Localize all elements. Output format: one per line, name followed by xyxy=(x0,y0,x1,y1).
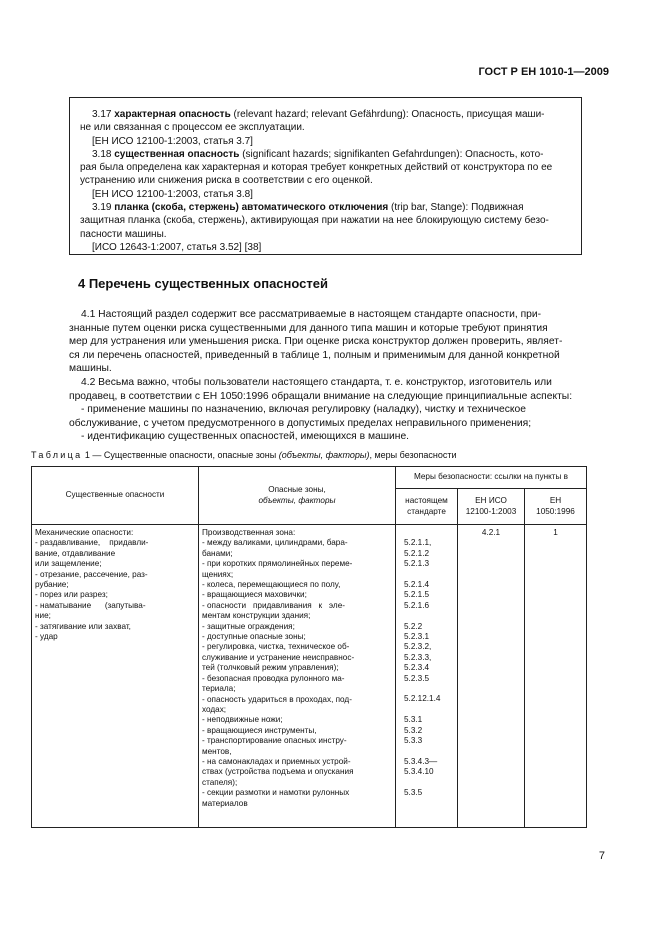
caption-label: Таблица xyxy=(31,450,83,460)
section-title: 4 Перечень существенных опасностей xyxy=(78,276,328,291)
cell-line: 5.2.1.2 xyxy=(404,548,430,558)
cell-line: 5.2.3.5 xyxy=(404,673,430,683)
refs-cell xyxy=(396,525,458,828)
definitions-box xyxy=(69,97,582,255)
en-cell: 1 xyxy=(525,525,587,828)
cell-line xyxy=(404,778,454,788)
zones-cell xyxy=(199,525,396,828)
cell-line: - защитные ограждения; xyxy=(202,621,295,631)
cell-line: - регулировка, чистка, техническое об- xyxy=(202,642,350,652)
def-term: планка (скоба, стержень) автоматического отключения xyxy=(114,202,389,214)
def-number: 3.19 xyxy=(92,202,112,214)
cell-line: - безопасная проводка рулонного ма- xyxy=(202,673,345,683)
section-body xyxy=(69,308,582,444)
cell-line: рубание; xyxy=(35,580,69,590)
cell-line: или защемление; xyxy=(35,559,102,569)
def-text: не или связанная с процессом ее эксплуатации. xyxy=(80,122,305,134)
cell-line: 5.3.3 xyxy=(404,736,423,746)
cell-line: - раздавливание, придавли- xyxy=(35,538,149,548)
cell-line: 5.2.12.1.4 xyxy=(404,694,441,704)
standard-number: ГОСТ Р ЕН 1010-1—2009 xyxy=(478,66,609,78)
cell-line: 5.3.2 xyxy=(404,725,423,735)
cell-line: ходах; xyxy=(202,704,227,714)
cell-line: - вращающиеся инструменты, xyxy=(202,725,317,735)
cell-line: - вращающиеся маховички; xyxy=(202,590,307,600)
paragraph-line: знанные путем оценки риска существенными для данного типа машин и которые требуют принятия xyxy=(69,322,548,334)
header-en-iso xyxy=(458,489,525,525)
paragraph-line: продавец, в соответствии с ЕН 1050:1996 обращали внимание на следующие принципиальные аспекты: xyxy=(69,390,573,402)
cell-line: - доступные опасные зоны; xyxy=(202,632,306,642)
cell-line: 5.3.4.3— xyxy=(404,756,438,766)
header-en xyxy=(525,489,587,525)
cell-line: служивание и устранение неисправнос- xyxy=(202,652,355,662)
def-text: (significant hazards; signifikanten Gefahrdungen): Опасность, кото- xyxy=(239,148,544,160)
header-line: ЕН ИСО xyxy=(475,496,507,506)
cell-line: - отрезание, рассечение, раз- xyxy=(35,569,148,579)
def-term: существенная опасность xyxy=(114,148,240,160)
cell-line: ментов, xyxy=(202,746,232,756)
cell-line: банами; xyxy=(202,548,233,558)
hazards-cell xyxy=(32,525,199,828)
def-text: рая была определена как характерная и которая требует конкретных действий от конструктора по ее xyxy=(80,162,553,174)
cell-line xyxy=(404,746,454,756)
cell-line: 5.3.1 xyxy=(404,715,423,725)
caption-text: 1 — Существенные опасности, опасные зоны xyxy=(82,450,279,460)
paragraph-line: 4.2 Весьма важно, чтобы пользователи настоящего стандарта, т. е. конструктор, изготовитель или xyxy=(81,376,552,388)
cell-line: - неподвижные ножи; xyxy=(202,715,283,725)
cell-line: - опасности придавливания к эле- xyxy=(202,600,345,610)
def-text: пасности машины. xyxy=(80,228,167,240)
header-zones xyxy=(199,467,396,525)
cell-line: 5.2.1.5 xyxy=(404,590,430,600)
def-reference: [ЕН ИСО 12100-1:2003, статья 3.7] xyxy=(92,135,253,147)
cell-line: Производственная зона: xyxy=(202,528,296,537)
table-caption xyxy=(31,450,457,460)
def-number: 3.18 xyxy=(92,148,112,160)
cell-line: 5.2.1.1, xyxy=(404,538,432,548)
en-iso-cell: 4.2.1 xyxy=(458,525,525,828)
cell-line: - при коротких прямолинейных переме- xyxy=(202,559,353,569)
cell-line: 5.2.1.6 xyxy=(404,600,430,610)
cell-line xyxy=(404,684,454,694)
cell-line: ствах (устройства подъема и опускания xyxy=(202,767,354,777)
page-number: 7 xyxy=(598,850,605,862)
cell-line: 5.3.5 xyxy=(404,788,423,798)
cell-line: 5.2.3.2, xyxy=(404,642,432,652)
cell-line xyxy=(404,528,454,538)
caption-italic: (объекты, факторы) xyxy=(278,450,370,460)
cell-line: ментам конструкции здания; xyxy=(202,611,311,621)
header-hazards: Существенные опасности xyxy=(32,467,199,525)
def-text: устранению или снижения риска в соответствии с его оценкой. xyxy=(80,175,373,187)
cell-line: - удар xyxy=(35,632,58,642)
cell-line: стапеля); xyxy=(202,777,238,787)
def-text: (relevant hazard; relevant Gefährdung): Опасность, присущая маши- xyxy=(230,109,545,120)
cell-line: - затягивание или захват, xyxy=(35,621,131,631)
cell-line: тей (толчковый режим управления); xyxy=(202,663,339,673)
cell-line: - порез или разрез; xyxy=(35,590,108,600)
hazards-table xyxy=(31,466,587,828)
def-reference: [ИСО 12643-1:2007, статья 3.52] [38] xyxy=(92,241,262,253)
cell-line: Механические опасности: xyxy=(35,528,134,537)
def-reference: [ЕН ИСО 12100-1:2003, статья 3.8] xyxy=(92,188,253,200)
cell-line: 5.3.4.10 xyxy=(404,767,434,777)
def-number: 3.17 xyxy=(92,109,112,120)
header-this-standard xyxy=(396,489,458,525)
cell-line: 5.2.2 xyxy=(404,621,423,631)
cell-line: 5.2.3.4 xyxy=(404,663,430,673)
header-line: ЕН xyxy=(549,496,562,506)
paragraph-line: обслуживание, с учетом предусмотренного в допустимых пределах неправильного применения; xyxy=(69,417,532,429)
header-measures: Меры безопасности: ссылки на пункты в xyxy=(396,467,587,489)
paragraph-line: 4.1 Настоящий раздел содержит все рассматриваемые в настоящем стандарте опасности, при- xyxy=(81,309,542,320)
cell-line: териала; xyxy=(202,684,236,694)
cell-line xyxy=(404,705,454,715)
cell-line: 5.2.3.3, xyxy=(404,652,432,662)
cell-line: ние; xyxy=(35,611,51,621)
def-term: характерная опасность xyxy=(114,109,231,120)
header-line: 12100-1:2003 xyxy=(465,506,517,516)
header-zones-italic: объекты, факторы xyxy=(258,495,336,505)
header-line: 1050:1996 xyxy=(536,506,575,516)
definition-3-19 xyxy=(80,201,571,214)
cell-line: - транспортирование опасных инстру- xyxy=(202,736,347,746)
header-zones-line: Опасные зоны, xyxy=(268,485,326,495)
list-item: - применение машины по назначению, включая регулировку (наладку), чистку и техническое xyxy=(81,404,526,416)
def-text: защитная планка (скоба, стержень), активирующая при нажатии на нее блокирующую систему безо- xyxy=(80,215,549,227)
header-line: настоящем xyxy=(405,496,448,506)
definition-3-17 xyxy=(80,108,571,121)
cell-line: - колеса, перемещающиеся по полу, xyxy=(202,580,341,590)
paragraph-line: машины. xyxy=(69,363,112,375)
cell-line xyxy=(404,570,454,580)
cell-line: вание, отдавливание xyxy=(35,548,116,558)
cell-line: щениях; xyxy=(202,569,234,579)
cell-line: - между валиками, цилиндрами, бара- xyxy=(202,538,348,548)
cell-line: 5.2.1.3 xyxy=(404,559,430,569)
caption-text: , меры безопасности xyxy=(369,450,457,460)
cell-line xyxy=(404,611,454,621)
list-item: - идентификацию существенных опасностей, имеющихся в машине. xyxy=(81,431,410,443)
definition-3-18 xyxy=(80,148,571,161)
paragraph-line: ся ли перечень опасностей, приведенный в таблице 1, полным и применимым для данной конкретной xyxy=(69,349,560,361)
header-line: стандарте xyxy=(407,506,446,516)
cell-line: - наматывание (запутыва- xyxy=(35,600,146,610)
cell-line: - на самонакладах и приемных устрой- xyxy=(202,756,351,766)
def-text: (trip bar, Stange): Подвижная xyxy=(388,202,524,214)
cell-line: материалов xyxy=(202,798,248,808)
cell-line: - опасность удариться в проходах, под- xyxy=(202,694,352,704)
cell-line: 5.2.1.4 xyxy=(404,580,430,589)
cell-line: 5.2.3.1 xyxy=(404,632,430,642)
cell-line: - секции размотки и намотки рулонных xyxy=(202,788,350,798)
paragraph-line: мер для устранения или уменьшения риска. При оценке риска конструктор должен проверить, являет- xyxy=(69,336,563,348)
